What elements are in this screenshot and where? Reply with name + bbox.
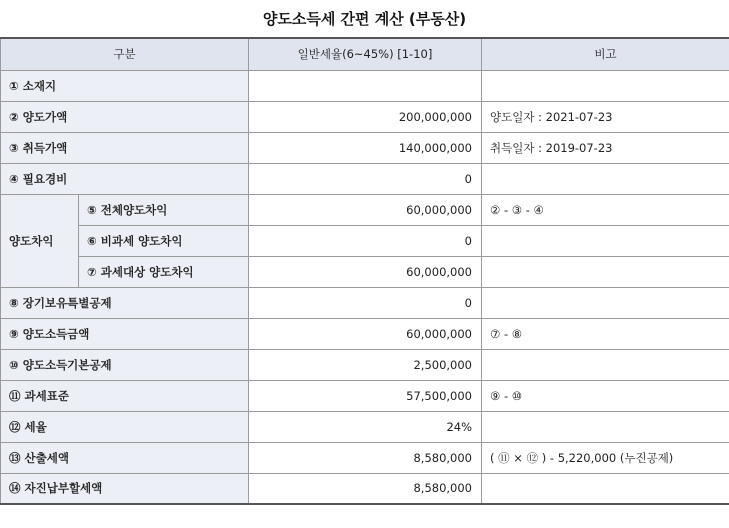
row-note (482, 70, 729, 101)
row-note (482, 349, 729, 380)
row-transfer-price (1, 101, 729, 132)
row-value: 60,000,000 (249, 318, 482, 349)
row-label: ③ 취득가액 (1, 132, 249, 163)
row-note: ⑨ - ⑩ (482, 380, 729, 411)
row-note: ⑦ - ⑧ (482, 318, 729, 349)
row-label: ⑦ 과세대상 양도차익 (79, 256, 249, 287)
row-value (249, 70, 482, 101)
row-note: 취득일자 : 2019-07-23 (482, 132, 729, 163)
row-taxable-capital-gain (1, 256, 729, 287)
row-basic-deduction (1, 349, 729, 380)
row-note: 양도일자 : 2021-07-23 (482, 101, 729, 132)
row-note (482, 225, 729, 256)
row-label: ⑤ 전체양도차익 (79, 194, 249, 225)
row-value: 24% (249, 411, 482, 442)
row-value: 60,000,000 (249, 256, 482, 287)
row-value: 8,580,000 (249, 442, 482, 473)
header-category: 구분 (1, 38, 249, 70)
row-note (482, 473, 729, 504)
header-general-rate: 일반세율(6~45%) [1-10] (249, 38, 482, 70)
row-label: ⑭ 자진납부할세액 (1, 473, 249, 504)
row-note (482, 411, 729, 442)
row-label: ⑥ 비과세 양도차익 (79, 225, 249, 256)
row-label: ⑧ 장기보유특별공제 (1, 287, 249, 318)
row-note (482, 163, 729, 194)
tax-calculation-table (0, 37, 729, 505)
row-label: ② 양도가액 (1, 101, 249, 132)
row-total-capital-gain (1, 194, 729, 225)
row-value: 2,500,000 (249, 349, 482, 380)
group-label-capital-gain: 양도차익 (1, 194, 79, 287)
row-necessary-expenses (1, 163, 729, 194)
header-remarks: 비고 (482, 38, 729, 70)
row-value: 0 (249, 287, 482, 318)
row-label: ① 소재지 (1, 70, 249, 101)
row-value: 8,580,000 (249, 473, 482, 504)
row-label: ④ 필요경비 (1, 163, 249, 194)
row-capital-gain-income (1, 318, 729, 349)
row-note: ② - ③ - ④ (482, 194, 729, 225)
row-location (1, 70, 729, 101)
row-calculated-tax (1, 442, 729, 473)
page-title: 양도소득세 간편 계산 (부동산) (262, 10, 467, 28)
row-value: 57,500,000 (249, 380, 482, 411)
row-label: ⑩ 양도소득기본공제 (1, 349, 249, 380)
row-value: 60,000,000 (249, 194, 482, 225)
table-header-row (1, 38, 729, 70)
row-tax-base (1, 380, 729, 411)
row-label: ⑫ 세율 (1, 411, 249, 442)
row-nontaxable-capital-gain (1, 225, 729, 256)
row-note (482, 256, 729, 287)
row-tax-rate (1, 411, 729, 442)
row-note: ( ⑪ × ⑫ ) - 5,220,000 (누진공제) (482, 442, 729, 473)
row-note (482, 287, 729, 318)
row-value: 0 (249, 225, 482, 256)
row-acquisition-price (1, 132, 729, 163)
row-self-payment-tax (1, 473, 729, 504)
row-long-term-deduction (1, 287, 729, 318)
row-value: 140,000,000 (249, 132, 482, 163)
row-label: ⑬ 산출세액 (1, 442, 249, 473)
row-value: 0 (249, 163, 482, 194)
row-value: 200,000,000 (249, 101, 482, 132)
row-label: ⑨ 양도소득금액 (1, 318, 249, 349)
row-label: ⑪ 과세표준 (1, 380, 249, 411)
